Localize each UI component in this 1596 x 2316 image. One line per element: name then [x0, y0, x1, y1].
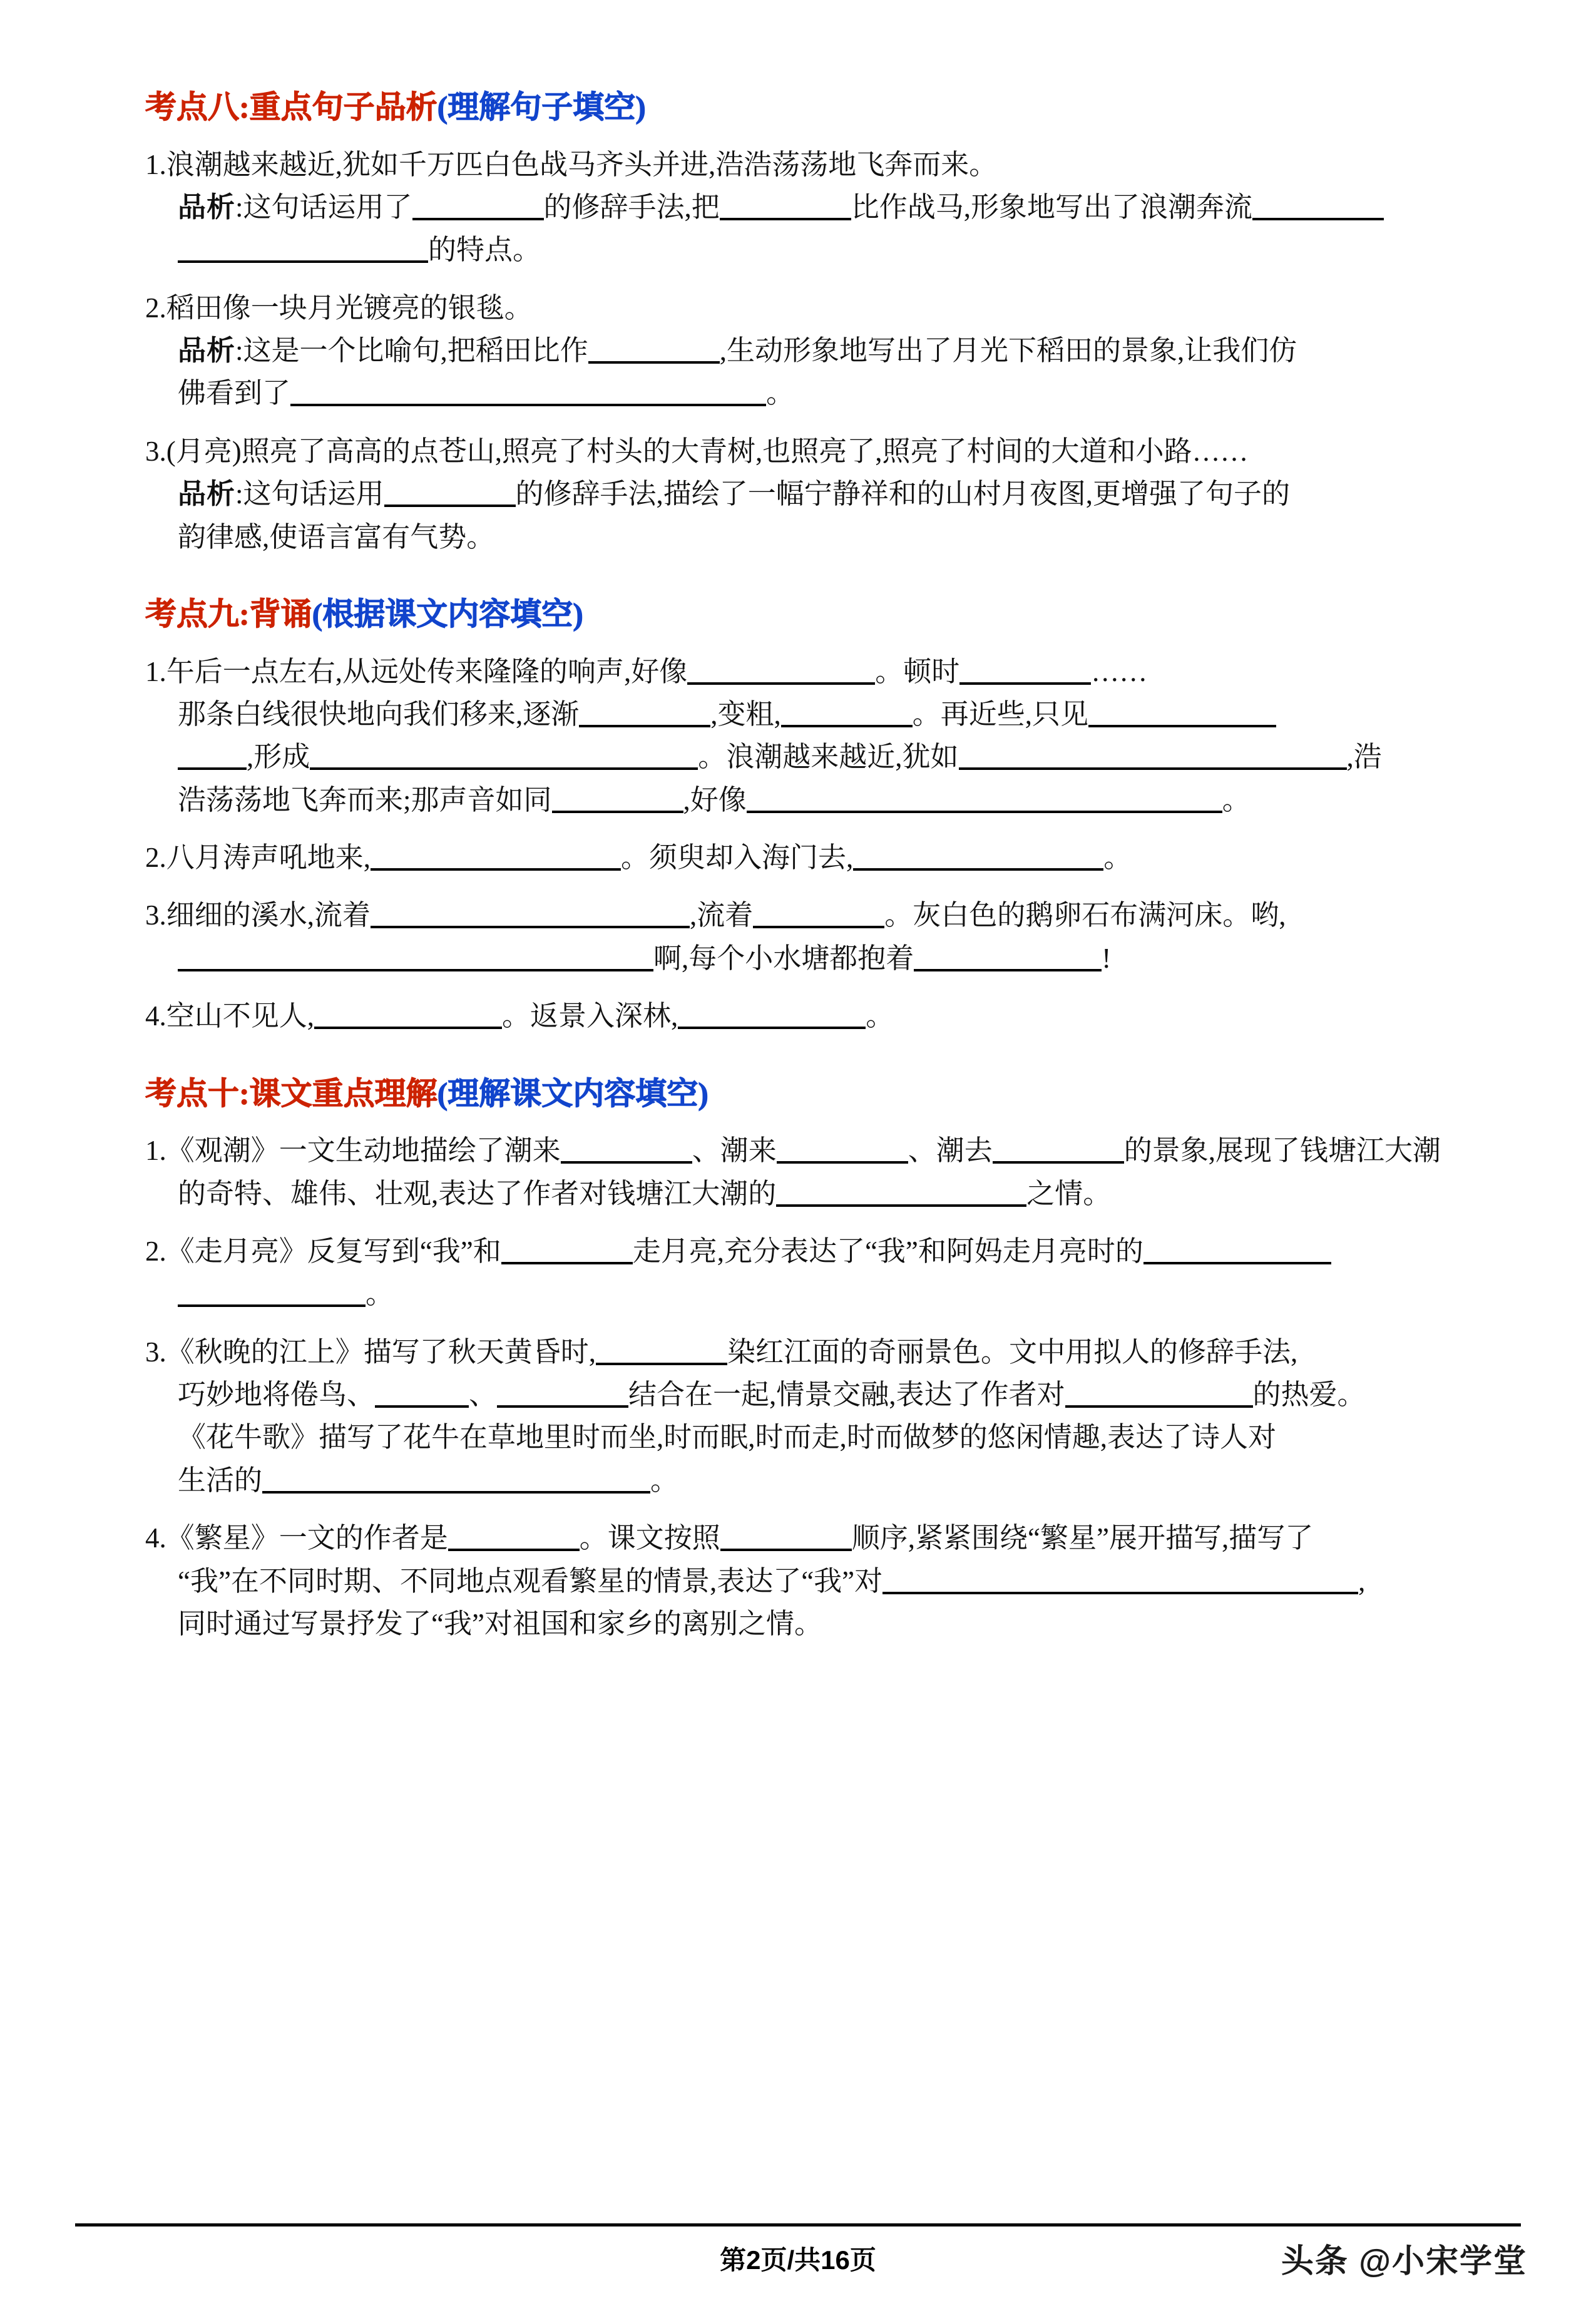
analysis-text: 佛看到了 — [178, 377, 291, 409]
question-number: 2. — [145, 842, 166, 874]
question-text: ,形成 — [247, 741, 310, 773]
question-text: 生活的 — [178, 1464, 263, 1496]
page-content — [145, 88, 1491, 1660]
question-number: 3. — [145, 435, 166, 467]
question-item — [145, 650, 1491, 822]
question-line-cont — [145, 1273, 1491, 1315]
answer-blank[interactable] — [1143, 1237, 1331, 1264]
question-number: 2. — [145, 292, 166, 324]
question-text: 染红江面的奇丽景色。文中用拟人的修辞手法, — [727, 1336, 1298, 1368]
question-stem: 稻田像一块月光镀亮的银毯。 — [166, 292, 533, 324]
question-text: 细细的溪水,流着 — [166, 899, 371, 931]
question-line — [145, 1331, 1491, 1373]
question-line — [145, 894, 1491, 936]
question-text: 。 — [1103, 842, 1132, 874]
question-text: 。 — [366, 1278, 394, 1310]
question-text: 那条白线很快地向我们移来,逐渐 — [178, 698, 580, 730]
analysis-line — [145, 186, 1491, 228]
analysis-text: 韵律感,使语言富有气势。 — [178, 521, 495, 553]
question-text: 八月涛声吼地来, — [166, 842, 371, 874]
question-text: 结合在一起,情景交融,表达了作者对 — [628, 1379, 1065, 1411]
question-text: 。顿时 — [875, 655, 960, 687]
question-line — [145, 287, 1491, 329]
question-text: 《走月亮》反复写到“我”和 — [166, 1235, 501, 1267]
question-line-cont — [145, 937, 1491, 980]
analysis-text: 的修辞手法,把 — [543, 191, 720, 223]
analysis-text: :这句话运用 — [235, 478, 384, 510]
answer-blank[interactable] — [375, 1380, 469, 1408]
question-number: 4. — [145, 1000, 166, 1032]
question-text: 巧妙地将倦鸟、 — [178, 1379, 376, 1411]
answer-blank[interactable] — [552, 786, 683, 813]
answer-blank[interactable] — [1065, 1380, 1253, 1408]
watermark: 头条 @小宋学堂 — [1281, 2243, 1527, 2280]
answer-blank[interactable] — [497, 1380, 628, 1408]
question-item — [145, 1331, 1491, 1502]
question-number: 1. — [145, 1135, 166, 1167]
answer-blank[interactable] — [596, 1338, 727, 1365]
answer-blank[interactable] — [290, 379, 766, 406]
question-text: 午后一点左右,从远处传来隆隆的响声,好像 — [166, 655, 688, 687]
question-text: …… — [1091, 655, 1148, 687]
question-line — [145, 1230, 1491, 1273]
question-text: 《花牛歌》描写了花牛在草地里时而坐,时而眠,时而走,时而做梦的悠闲情趣,表达了诗人对 — [178, 1422, 1277, 1453]
answer-blank[interactable] — [959, 742, 1347, 770]
analysis-label: 品析 — [178, 478, 236, 510]
answer-blank[interactable] — [1252, 193, 1384, 220]
question-text: 啊,每个小水塘都抱着 — [653, 942, 914, 974]
question-text: 。返景入深林, — [502, 1000, 678, 1032]
answer-blank[interactable] — [178, 944, 653, 971]
answer-blank[interactable] — [412, 193, 544, 220]
answer-blank[interactable] — [178, 235, 428, 263]
answer-blank[interactable] — [561, 1136, 692, 1164]
question-line-cont — [145, 693, 1491, 735]
question-text: 之情。 — [1026, 1177, 1112, 1209]
question-item — [145, 430, 1491, 558]
question-number: 1. — [145, 655, 166, 687]
question-text: 《秋晚的江上》描写了秋天黄昏时, — [166, 1336, 596, 1368]
question-text: 。课文按照 — [579, 1522, 720, 1554]
question-text: 。灰白色的鹅卵石布满河床。哟, — [884, 899, 1286, 931]
answer-blank[interactable] — [959, 657, 1091, 685]
answer-blank[interactable] — [371, 901, 690, 928]
question-text: 顺序,紧紧围绕“繁星”展开描写,描写了 — [851, 1522, 1314, 1554]
question-line-cont — [145, 1172, 1491, 1215]
section-heading-kaodian-9 — [145, 595, 1491, 634]
question-line-cont — [145, 1602, 1491, 1645]
question-text: ,变粗, — [710, 698, 781, 730]
question-text: 、潮去 — [908, 1135, 993, 1167]
question-text: 。再近些,只见 — [912, 698, 1089, 730]
question-line-cont — [145, 1459, 1491, 1502]
question-text: 。 — [1222, 784, 1251, 816]
question-text: 。 — [650, 1464, 679, 1496]
answer-blank[interactable] — [1088, 700, 1276, 727]
question-text: , — [1358, 1565, 1366, 1597]
question-text: 、 — [469, 1379, 498, 1411]
section-heading-kaodian-10 — [145, 1074, 1491, 1114]
answer-blank[interactable] — [588, 336, 720, 364]
section-title-blue: (理解句子填空) — [437, 90, 646, 125]
page-number: 第2页/共16页 — [720, 2245, 876, 2275]
question-text: 的热爱。 — [1252, 1379, 1366, 1411]
analysis-line-cont — [145, 228, 1491, 271]
question-item — [145, 1129, 1491, 1215]
analysis-text: 。 — [766, 377, 795, 409]
answer-blank[interactable] — [371, 843, 621, 871]
question-text: 走月亮,充分表达了“我”和阿妈走月亮时的 — [632, 1235, 1143, 1267]
question-number: 3. — [145, 899, 166, 931]
section-heading-kaodian-8 — [145, 88, 1491, 127]
answer-blank[interactable] — [914, 944, 1102, 971]
analysis-text: 的特点。 — [428, 234, 541, 266]
analysis-label: 品析 — [178, 191, 236, 223]
answer-blank[interactable] — [720, 1524, 852, 1551]
question-text: “我”在不同时期、不同地点观看繁星的情景,表达了“我”对 — [178, 1565, 883, 1597]
section-title-red: 考点八:重点句子品析 — [145, 90, 437, 125]
question-line-cont — [145, 1560, 1491, 1602]
answer-blank[interactable] — [993, 1136, 1124, 1164]
question-line — [145, 995, 1491, 1037]
analysis-line-cont — [145, 372, 1491, 414]
question-text: 。浪潮越来越近,犹如 — [698, 741, 959, 773]
question-text: ,浩 — [1346, 741, 1382, 773]
question-text: 空山不见人, — [166, 1000, 315, 1032]
answer-blank[interactable] — [781, 700, 913, 727]
analysis-text: :这是一个比喻句,把稻田比作 — [235, 335, 588, 367]
answer-blank[interactable] — [310, 742, 698, 770]
question-text: 《观潮》一文生动地描绘了潮来 — [166, 1135, 561, 1167]
question-stem: 浪潮越来越近,犹如千万匹白色战马齐头并进,浩浩荡荡地飞奔而来。 — [166, 148, 998, 180]
question-line — [145, 1517, 1491, 1559]
answer-blank[interactable] — [687, 657, 875, 685]
question-stem: (月亮)照亮了高高的点苍山,照亮了村头的大青树,也照亮了,照亮了村间的大道和小路…… — [166, 435, 1249, 467]
section-title-blue: (理解课文内容填空) — [437, 1075, 708, 1111]
answer-blank[interactable] — [882, 1567, 1358, 1594]
answer-blank[interactable] — [384, 479, 516, 507]
question-text: 浩荡荡地飞奔而来;那声音如同 — [178, 784, 552, 816]
question-line-cont — [145, 1373, 1491, 1416]
section-title-red: 考点九:背诵 — [145, 597, 312, 632]
footer-divider — [75, 2223, 1521, 2226]
question-line — [145, 143, 1491, 186]
question-text: ,好像 — [683, 784, 747, 816]
answer-blank[interactable] — [501, 1237, 633, 1264]
question-text: 。须臾却入海门去, — [621, 842, 854, 874]
question-number: 3. — [145, 1336, 166, 1368]
analysis-text: 的修辞手法,描绘了一幅宁静祥和的山村月夜图,更增强了句子的 — [515, 478, 1291, 510]
question-line — [145, 650, 1491, 693]
question-item — [145, 1517, 1491, 1645]
analysis-text: ,生动形象地写出了月光下稻田的景象,让我们仿 — [719, 335, 1297, 367]
question-text: 《繁星》一文的作者是 — [166, 1522, 448, 1554]
analysis-line — [145, 329, 1491, 372]
question-line-cont — [145, 1416, 1491, 1458]
question-number: 4. — [145, 1522, 166, 1554]
question-item — [145, 143, 1491, 272]
answer-blank[interactable] — [776, 1179, 1026, 1207]
question-text: ! — [1102, 942, 1112, 974]
answer-blank[interactable] — [720, 193, 851, 220]
question-item — [145, 995, 1491, 1037]
question-text: 、潮来 — [692, 1135, 777, 1167]
question-item — [145, 894, 1491, 980]
answer-blank[interactable] — [262, 1466, 650, 1494]
answer-blank[interactable] — [747, 786, 1222, 813]
answer-blank[interactable] — [579, 700, 710, 727]
question-text: 的奇特、雄伟、壮观,表达了作者对钱塘江大潮的 — [178, 1177, 777, 1209]
question-line — [145, 836, 1491, 879]
question-item — [145, 287, 1491, 415]
analysis-text: 比作战马,形象地写出了浪潮奔流 — [851, 191, 1253, 223]
question-text: 同时通过写景抒发了“我”对祖国和家乡的离别之情。 — [178, 1608, 822, 1640]
answer-blank[interactable] — [314, 1002, 502, 1029]
answer-blank[interactable] — [448, 1524, 580, 1551]
answer-blank[interactable] — [678, 1002, 866, 1029]
section-title-red: 考点十:课文重点理解 — [145, 1075, 437, 1111]
answer-blank[interactable] — [777, 1136, 908, 1164]
answer-blank[interactable] — [178, 742, 247, 770]
analysis-text: :这句话运用了 — [235, 191, 412, 223]
question-line-cont — [145, 735, 1491, 778]
question-line-cont — [145, 779, 1491, 821]
analysis-line — [145, 473, 1491, 515]
question-text: 。 — [866, 1000, 894, 1032]
question-line — [145, 1129, 1491, 1172]
question-text: 的景象,展现了钱塘江大潮 — [1123, 1135, 1441, 1167]
analysis-label: 品析 — [178, 335, 236, 367]
question-item — [145, 836, 1491, 879]
question-text: ,流着 — [690, 899, 754, 931]
answer-blank[interactable] — [178, 1279, 366, 1307]
question-number: 2. — [145, 1235, 166, 1267]
answer-blank[interactable] — [853, 843, 1103, 871]
answer-blank[interactable] — [753, 901, 884, 928]
section-title-blue: (根据课文内容填空) — [312, 597, 583, 632]
question-line — [145, 430, 1491, 473]
analysis-line-cont — [145, 516, 1491, 558]
question-item — [145, 1230, 1491, 1316]
question-number: 1. — [145, 148, 166, 180]
